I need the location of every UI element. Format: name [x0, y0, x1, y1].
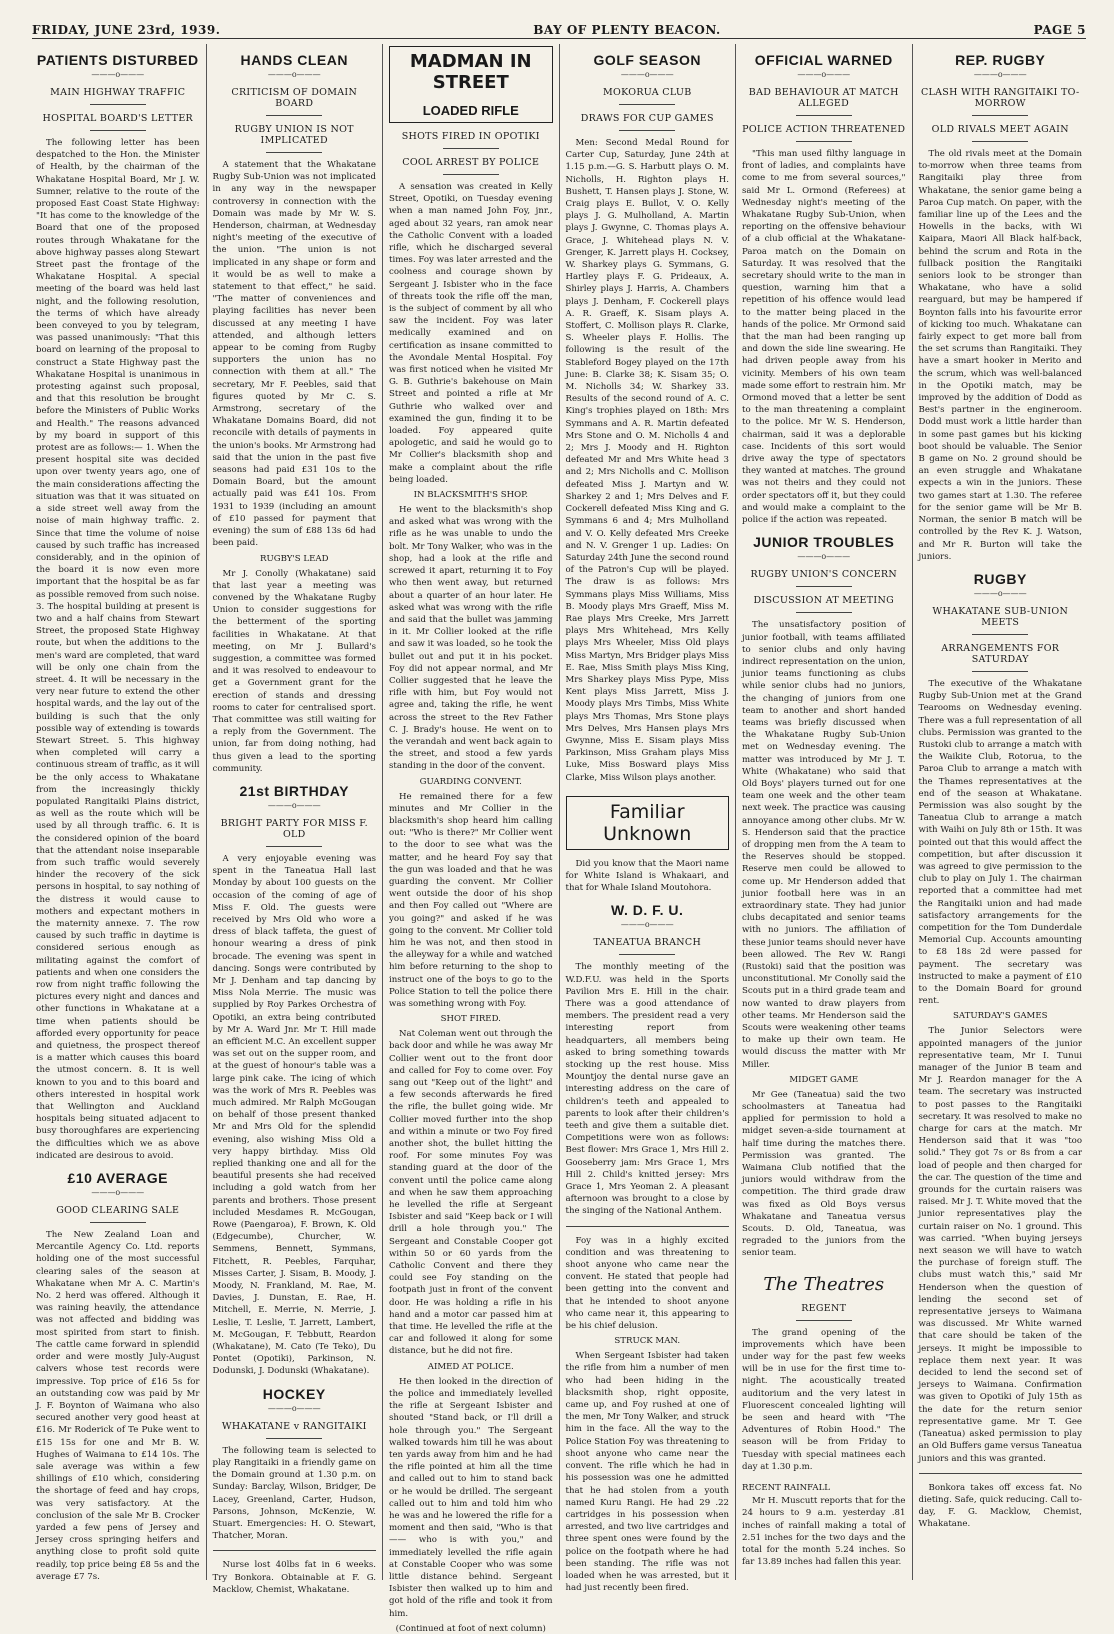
subhead: WHAKATANE SUB-UNION MEETS: [932, 605, 1069, 628]
divider: [266, 115, 322, 116]
article-body: Did you know that the Maori name for White Island is Whakaari, and that for Whale Island Moutohora.: [565, 858, 729, 894]
issue-date: FRIDAY, JUNE 23rd, 1939.: [32, 23, 221, 37]
article-body: The grand opening of the improvements which have been under way for the past few weeks will be in use for the first time to-night. The acoustically treated auditorium and the very latest in Fluorescent concealed lighting will be seen and heard with "The Adventures of Robin Hood." The season will be from Friday to Tuesday with special matinees each day at 1.30 p.m.: [742, 1327, 906, 1472]
columns: [30, 44, 1088, 1634]
subhead: BAD BEHAVIOUR AT MATCH ALLEGED: [748, 87, 899, 109]
divider: [90, 130, 146, 131]
headline-rep-rugby: REP. RUGBY: [955, 52, 1046, 68]
divider: [213, 1550, 377, 1551]
headline-loaded-rifle: LOADED RIFLE: [422, 103, 519, 118]
divider: [90, 104, 146, 105]
article-body: The following letter has been despatched to the Hon. the Minister of Health, by the chairman of the Whakatane Hospital Board, Mr J. W. Sumner, relative to the route of the proposed East Coast State Highway: "It has come to the knowledge of the Board that one of the proposed routes through Whakatane for the above highway passes along Stewart Street past the frontage of the Whakatane Hospital. A special meeting of the board was held last night, and the following resolution, the terms of which have already been conveyed to you by telegram, was passed unanimously: "That this board on learning of the proposal to construct a State Highway past the Whakatane Hospital is unanimous in protesting against such proposal, and that this resolution be brought before the Ministers of Public Works and Health." The reasons advanced by my board in support of this protest are as follows:— 1. When the present hospital site was decided upon over twenty years ago, one of the main considerations affecting the situation was that it was situated on a side street well away from the noise of main highway traffic. 2. Since that time the volume of noise caused by such traffic has increased considerably, and in the opinion of the board it is now even more important that the hospital be as far as possible removed from such noise. 3. The hospital building at present is two and a half chains from Stewart Street, the proposed State Highway route, but when the additions to the men's ward are completed, that ward will be only one chain from the street. 4. It will be necessary in the very near future to extend the other hospital wards, and the lay out of the building is such that the only possible way of extending is towards Stewart Street. 5. This highway when completed will carry a continuous stream of traffic, as it will be the only access to Whakatane from the increasingly thickly populated Rangitaiki Plains district, as well as the route which will be used by all through traffic. 6. It is the considered opinion of the board that the attendant noise inseparable from such traffic would severely hinder the recovery of the sick persons in hospital, to say nothing of the distress it would cause to mothers and expectant mothers in the maternity annexe. 7. The row caused by such traffic in daytime is considered serious enough as militating against the comfort of patients and when one considers the row from night traffic following the pictures every night and dances and other functions in Whakatane at a time when patients should be afforded every opportunity for peace and quietness, the prospect thereof is a matter which causes this board the utmost concern. 8. It is well known to you and to this board and others interested in hospital work that Wellington and Auckland hospitals being situated adjacent to busy thoroughfares are experiencing the difficulties which we as above indicated are desirous to avoid.: [36, 138, 200, 1161]
column-2: [207, 44, 384, 1595]
column-5: [736, 44, 913, 1580]
subhead: RUGBY UNION IS NOT IMPLICATED: [234, 124, 354, 146]
divider: [619, 954, 675, 955]
subhead: DRAWS FOR CUP GAMES: [580, 113, 714, 124]
headline-hands-clean: HANDS CLEAN: [240, 52, 348, 68]
subhead: REGENT: [801, 1302, 847, 1314]
subhead: OLD RIVALS MEET AGAIN: [931, 124, 1069, 135]
divider: [796, 115, 852, 116]
masthead: [32, 22, 1086, 39]
subhead: DISCUSSION AT MEETING: [753, 595, 894, 607]
headline-box: [389, 46, 553, 123]
headline-21st-birthday: 21st BIRTHDAY: [239, 782, 349, 799]
divider: [972, 634, 1028, 635]
subhead: TANEATUA BRANCH: [593, 937, 702, 949]
divider: [796, 1320, 852, 1321]
section-label: MIDGET GAME: [789, 1074, 859, 1085]
headline-junior-troubles: JUNIOR TROUBLES: [753, 534, 895, 551]
ornament-rule: ———o———: [620, 70, 674, 79]
article-body: Mr J. Conolly (Whakatane) said that last year a meeting was convened by the Whakatane Rugby Union to consider suggestions for the betterment of the sporting facilities in Whakatane. At that meeting, on Mr J. Bullard's suggestion, a committee was formed and it was resolved to endeavour to get a Government grant for the erection of stands and dressing rooms to cater for centralised sport. That committee was still waiting for a reply from the Government. The union, far from doing nothing, had thus given a lead to the sporting community.: [212, 568, 376, 774]
subhead: SHOTS FIRED IN OPOTIKI: [401, 131, 540, 142]
ornament-rule: ———o———: [797, 552, 851, 562]
divider: [619, 130, 675, 131]
article-body: The executive of the Whakatane Rugby Sub-Union met at the Grand Tearooms on Wednesday evening. There was a full representation of all clubs. Permission was granted to the Rustoki club to arrange a match with the Waikite Club, Rotorua, to the Paroa Club to arrange a match with the Thames representatives at the end of the season at Whakatane. Permission was also sought by the Taneatua Club to arrange a match with Waihi on July 8th or 15th. It was pointed out that this would affect the competition, but after discussion it was agreed to give permission to the club to play on July 1. The chairman reported that a committee had met the Rangitaiki union and had made satisfactory arrangements for the competition for the Tom Dunderdale Memorial Cup. Accounts amounting to £8 18s 2d were passed for payment. The secretary was instructed to make a payment of £10 to the Domain Board for ground rent.: [918, 678, 1082, 1007]
article-body: The Junior Selectors were appointed managers of the junior representative team, Mr I. Tunui manager of the Junior B team and Mr J. Reardon manager for the A team. The secretary was instructed to post passes to the Rangitaiki secretary. It was resolved to make no charge for cars at the match. Mr Henderson said that it was "too solid." They got 7s or 8s from a car load of people and then charged for the car. The question of the time and grounds for the curtain raisers was raised. Mr J. T. White moved that the junior representatives play the curtain raiser on No. 1 ground. This was carried. "When buying jerseys next season we will have to watch the purchase of foreign stuff. The clubs must watch this," said Mr Henderson when the question of lending the second set of representative jerseys to Waimana was discussed. Mr White warned that care should be taken of the jerseys. It might be impossible to replace them next year. It was decided to lend the second set of jerseys to Waimana. Confirmation was given to Opotiki of July 15th as the date for the return senior representative game. Mr T. Gee (Taneatua) asked permission to play an Old Buffers game versus Taneatua juniors and this was granted.: [918, 1026, 1082, 1464]
headline-patients-disturbed: PATIENTS DISTURBED: [36, 52, 199, 68]
ornament-rule: ———o———: [267, 70, 321, 79]
divider: [443, 148, 499, 149]
subhead: POLICE ACTION THREATENED: [742, 124, 906, 135]
headline-wdfu: W. D. F. U.: [611, 902, 684, 919]
article-body: The unsatisfactory position of junior football, with teams affiliated to senior clubs and only having indirect representation on the union, junior teams functioning as clubs while senior clubs had no juniors, the changing of juniors from one team to another and short handed teams was briefly discussed when the Whakatane Rugby Sub-Union met on Wednesday evening. The matter was introduced by Mr J. T. White (Whakatane) who said that Old Boys' players turned out for one team one week and the other team next week. The practice was causing annoyance among other clubs. Mr W. S. Henderson said that the practice of dropping men from the A team to the Reserves should be stopped. Reserve men could be allowed to come up. Mr Henderson added that junior football here was in an extraordinary state. They had junior clubs decapitated and senior teams with no juniors. The affiliation of these junior teams should never have been allowed. The Rev W. Rangi (Rustoki) said that the position was unconstitutional. Mr Conolly said the Scouts put in a third grade team and now wanted to draw players from other teams. Mr Henderson said the Scouts were weakening other teams to make up their own team. He would discuss the matter with Mr Miller.: [742, 620, 906, 1070]
column-3: [383, 44, 560, 1634]
headline-familiar-unknown: Familiar Unknown: [566, 796, 730, 850]
subhead: GOOD CLEARING SALE: [56, 1205, 180, 1217]
article-body: He went to the blacksmith's shop and asked what was wrong with the rifle as he was unable to undo the bolt. Mr Tony Walker, who was in the shop, had a look at the rifle and screwed it apart, returning it to Foy who then went away, but returned about a quarter of an hour later. He asked what was wrong with the rifle and said that the bullet was jamming in it. Mr Collier looked at the rifle and saw it was loaded, so he took the bullet out and put it in his pocket. Foy did not appear normal, and Mr Collier suggested that he leave the rifle with him, but Foy would not agree and, taking the rifle, he went across the street to the Rev Father C. J. Brady's house. He went on to the verandah and went back again to the street, and stood a few yards standing in the door of the convent.: [389, 505, 553, 772]
divider: [566, 1226, 730, 1227]
headline-official-warned: OFFICIAL WARNED: [754, 52, 893, 68]
divider: [796, 612, 852, 613]
ornament-rule: ———o———: [267, 1403, 321, 1413]
section-label: AIMED AT POLICE.: [427, 1361, 514, 1372]
ornament-rule: ———o———: [91, 70, 145, 79]
section-label: SHOT FIRED.: [440, 1014, 501, 1025]
divider: [619, 104, 675, 105]
headline-madman-in-street: MADMAN IN STREET: [409, 51, 532, 93]
subhead: COOL ARREST BY POLICE: [402, 157, 540, 168]
advertisement: Nurse lost 40lbs fat in 6 weeks. Try Bonkora. Obtainable at F. G. Macklow, Chemist, Whakatane.: [212, 1560, 376, 1595]
subhead: CRITICISM OF DOMAIN BOARD: [231, 87, 358, 109]
article-body: The old rivals meet at the Domain to-morrow when three teams from Rangitaiki play three from Whakatane, the senior game being a Paroa Cup match. On paper, with the familiar line up of the Lees and the Howells in the backs, with Wi Kaipara, Maori All Black half-back, behind the scrum and Rota in the fullback position the Rangitaiki seniors look to be stronger than Whakatane, who have a solid rearguard, but may be hampered if Boynton falls into his favourite error of kicking too much. Whakatane can fairly expect to get more ball from the set scrums than Rangitaiki. They have a smart hooker in Merito and the scrum, which was well-balanced in the Opotiki match, may be improved by the addition of Dodd as Best's partner in the engineroom. Dodd must work a little harder than in some past games but his kicking boot should be valuable. The Senior B game on No. 2 ground should be an even struggle and Whakatane expects a win in the juniors. These two games start at 1.30. The referee for the senior game will be Mr B. Norman, the senior B match will be controlled by the Rev K. J. Watson, and Mr R. Burton will take the juniors.: [918, 149, 1082, 562]
section-label: STRUCK MAN.: [614, 1336, 681, 1347]
column-4: [560, 44, 737, 1594]
section-label: RECENT RAINFALL: [742, 1483, 831, 1494]
ornament-rule: ———o———: [973, 70, 1027, 79]
article-body: Nat Coleman went out through the back door and while he was away Mr Collier went out to the front door and called for Foy to come over. Foy sang out "Keep out of the light" and a few seconds afterwards he fired the rifle, the bullet going wide. Mr Collier moved further into the shop and within a minute or two Foy fired another shot, the bullet hitting the roof. For some minutes Foy was standing guard at the door of the convent until the police came along and when he saw them approaching he levelled the rifle at Sergeant Isbister and said "Keep back or I will drill a hole through you." The Sergeant and Constable Cooper got within 50 or 60 yards from the Catholic Convent and there they could see Foy standing on the footpath just in front of the convent door. He was holding a rifle in his hand and a motor car passed him at that time. He levelled the rifle at the car and followed it along for some distance, but he did not fire.: [389, 1029, 553, 1357]
article-body: A sensation was created in Kelly Street, Opotiki, on Tuesday evening when a man named John Foy, jnr., aged about 32 years, ran amok near the Catholic Convent with a loaded rifle, which he discharged several times. Foy was later arrested and the coolness and courage shown by Sergeant J. Isbister who in the face of threats took the rifle off the man, is the subject of comment by all who saw the incident. Foy was later medically examined and on certification as insane committed to the Avondale Mental Hospital. Foy was first noticed when he visited Mr G. B. Guthrie's bakehouse on Main Street and pointed a rifle at Mr Guthrie who walked over and examined the gun, finding it to be loaded. Foy appeared quite apologetic, and said he would go to Mr Collier's blacksmith shop and make a complaint about the rifle being loaded.: [389, 182, 553, 485]
divider: [919, 1473, 1083, 1474]
headline-the-theatres: The Theatres: [763, 1273, 885, 1295]
subhead: MAIN HIGHWAY TRAFFIC: [50, 87, 186, 98]
article-body: Foy was in a highly excited condition and was threatening to shoot anyone who came near the convent. He stated that people had been getting into the convent and that he intended to shoot anyone who came near it, this appearing to be his chief delusion.: [565, 1235, 729, 1332]
section-label: SATURDAY'S GAMES: [952, 1011, 1048, 1022]
article-body: "This man used filthy language in front of ladies, and complaints have come to me from several sources," said Mr L. Ormond (Referees) at Wednesday night's meeting of the Whakatane Rugby Sub-Union, when reporting on the offensive behaviour of a club official at the Whakatane-Paroa match on the Domain on Saturday. It was resolved that the secretary should write to the man in question, warning him that a repetition of his offence would lead to the matter being placed in the hands of the police. Mr Ormond said that the man had been ranging up and down the side line swearing. He had driven people away from his vicinity. Members of his own team made some effort to restrain him. Mr Ormond moved that a letter be sent to the man threatening a complaint to the police. Mr W. S. Henderson, chairman, said it was a deplorable case. Incidents of this sort would drive away the type of spectators they wanted at matches. The ground was not theirs and they could not order spectators off it, but they could and would make a complaint to the police if the action was repeated.: [742, 149, 906, 526]
headline-rugby: RUGBY: [973, 570, 1027, 587]
subhead: BRIGHT PARTY FOR MISS F. OLD: [220, 817, 368, 840]
divider: [90, 1222, 146, 1223]
article-body: He then looked in the direction of the police and immediately levelled the rifle at Sergeant Isbister and shouted "Stand back, or I'll drill a hole through you." The Sergeant walked towards him till he was about ten yards away from him and he had the rifle pointed at him all the time and called out to him to stand back or he would be drilled. The sergeant called out to him and told him who he was and he lowered the rifle for a moment and then said, "Who is that —— who is with you," and immediately levelled the rifle again at Constable Cooper who was some little distance behind. Sergeant Isbister then walked up to him and got hold of the rifle and took it from him.: [389, 1376, 553, 1619]
ornament-rule: ———o———: [973, 588, 1027, 598]
ornament-rule: ———o———: [797, 70, 851, 79]
divider: [972, 115, 1028, 116]
section-label: RUGBY'S LEAD: [260, 553, 329, 564]
subhead: HOSPITAL BOARD'S LETTER: [42, 113, 194, 124]
continued-note: (Continued at foot of next column): [395, 1623, 546, 1634]
section-label: GUARDING CONVENT.: [419, 776, 522, 787]
divider: [266, 846, 322, 847]
article-body: Men: Second Medal Round for Carter Cup, Saturday, June 24th at 1.15 p.m.—G. S. Harbutt plays O. M. Nicholls, H. Righton plays H. Bushett, T. Hansen plays J. Stone, W. Craig plays E. Bullot, V. O. Kelly plays J. G. Mulholland, A. Martin plays J. Gwynne, C. Thomas plays A. Grace, J. Whitehead plays N. V. Grenger, K. Jarrett plays H. Cocksey, W. Sharkey plays G. Symmans, G. Hartley plays F. G. Prideaux, A. Shirley plays J. Harris, A. Chambers plays J. Denham, F. Cockerell plays A. R. Graeff, K. Sisam plays A. Stoffert, C. Mollison plays R. Clarke, S. Wheeler plays F. Hollis. The following is the result of the Stableford Bogey played on the 17th June: B. Clarke 38; K. Sisam 35; O. M. Nicholls 34; W. Sharkey 33. Results of the second round of A. C. King's trophies played on 18th: Mrs Symmans and A. R. Martin defeated Mrs Stone and O. M. Nicholls 4 and 2; Mrs J. Moody and H. Righton defeated Mr and Mrs White head 3 and 2; Mrs Nicholls and C. Mollison defeated Miss J. Martyn and W. Sharkey 2 and 1; Mrs Delves and F. Cockerell defeated Miss King and G. Symmans 6 and 4; Mrs Mulholland and V. O. Kelly defeated Mrs Creeke and N. V. Grenger 1 up. Ladies: On Saturday 24th June the second round of the Patron's Cup will be played. The draw is as follows: Mrs Symmans plays Miss Williams, Miss B. Moody plays Mrs Graeff, Miss M. Rae plays Mrs Creeke, Mrs Jarrett plays Mrs Whitehead, Mrs Kelly plays Mrs Wheeler, Miss Old plays Miss Martyn, Mrs Bridger plays Miss E. Rae, Miss Smith plays Miss King, Mrs Sharkey plays Miss Pype, Miss Kent plays Miss Jarrett, Miss J. Moody plays Mrs Timbs, Miss White plays Mrs Thomas, Mrs Stone plays Mrs Delves, Mrs Hansen plays Mrs Gwynne, Miss E. Sisam plays Miss Parkinson, Miss Graham plays Miss Luke, Miss Bosward plays Miss Clarke, Miss Wilson plays another.: [565, 138, 729, 783]
divider: [266, 1438, 322, 1439]
subhead: CLASH WITH RANGITAIKI TO-MORROW: [920, 87, 1080, 109]
ornament-rule: ———o———: [267, 800, 321, 810]
subhead: WHAKATANE v RANGITAIKI: [221, 1420, 367, 1432]
ornament-rule: ———o———: [91, 1188, 145, 1198]
headline-hockey: HOCKEY: [262, 1385, 326, 1402]
section-label: IN BLACKSMITH'S SHOP.: [413, 490, 528, 501]
article-body: The monthly meeting of the W.D.F.U. was held in the Sports Pavilion Mrs E. Hill in the chair. There was a good attendance of members. The president read a very interesting report from headquarters, all members being asked to bring something towards stocking up the rest house. Miss Mountjoy the dental nurse gave an interesting address on the care of children's teeth and appealed to parents to look after their children's teeth and give them a suitable diet. Competitions were won as follows: Best flower: Mrs Grace 1, Mrs Hill 2. Gooseberry jam: Mrs Grace 1, Mrs Hill 2. Child's knitted jersey: Mrs Grace 1, Mrs Yeoman 2. A pleasant afternoon was brought to a close by the singing of the National Anthem.: [565, 962, 729, 1217]
article-body: The New Zealand Loan and Mercantile Agency Co. Ltd. reports holding one of the most successful clearing sales of the season at Whakatane when Mr A. C. Martin's No. 2 herd was offered. Although it was raining heavily, the attendance was not affected and bidding was most spirited from start to finish. The cattle came forward in splendid order and were mostly July-August calvers whose test records were impressive. Top price of £16 5s for an outstanding cow was paid by Mr J. F. Boynton of Waimana who also secured another very good heast at £16. Mr Roderick of Te Puke went to £15 15s for one and Mr B. W. Hughes of Waimana to £14 10s. The sale average was within a few shillings of £10 which, considering the shortage of feed and hay crops, was very satisfactory. At the conclusion of the sale Mr B. Crocker yarded a few pens of Jersey and Jersey cross springing heifers and anything close to profit sold quite readily, top price being £8 5s and the average £7 7s.: [36, 1230, 200, 1582]
headline-ten-pound-average: £10 AVERAGE: [67, 1170, 168, 1187]
divider: [796, 586, 852, 587]
subhead: RUGBY UNION'S CONCERN: [750, 569, 897, 581]
column-1: [30, 44, 207, 1580]
article-body: Mr H. Muscutt reports that for the 24 hours to 9 a.m. yesterday .81 inches of rainfall making a total of 2.51 inches for the two days and the total for the month 5.24 inches. So far 13.89 inches had fallen this year.: [742, 1496, 906, 1568]
subhead: MOKORUA CLUB: [602, 87, 692, 98]
headline-golf-season: GOLF SEASON: [593, 52, 701, 68]
article-body: The following team is selected to play Rangitaiki in a friendly game on the Domain ground at 1.30 p.m. on Sunday: Barclay, Wilson, Bridger, De Lacey, Greenland, Carter, Hudson, Parsons, Johnson, McKenzie, W. Stuart. Emergencies: H. O. Stewart, Thatcher, Moran.: [212, 1445, 376, 1542]
paper-title: BAY OF PLENTY BEACON.: [533, 23, 721, 37]
article-body: Mr Gee (Taneatua) said the two schoolmasters at Taneatua had applied for permission to hold a midget seven-a-side tournament at half time during the matches there. Permission was granted. The Waimana Club notified that the juniors would withdraw from the competition. The third grade draw was fixed as Old Boys versus Whakatane and Taneatua versus Scouts. D. Old, Taneatua, was regraded to the juniors from the senior team.: [742, 1089, 906, 1259]
page-number: PAGE 5: [1033, 23, 1086, 37]
ornament-rule: ———o———: [620, 920, 674, 930]
article-body: When Sergeant Isbister had taken the rifle from him a number of men who had been hiding in the blacksmith shop, right opposite, came up, and Foy rushed at one of the men, Mr Tony Walker, and struck him in the face. All the way to the Police Station Foy was threatening to shoot anyone who came near the convent. The rifle which he had in his possession was one he admitted that he had stolen from a youth named Kuru Rangi. He had 29 .22 cartridges in his possession when arrested, and two live cartridges and three spent ones were found by the police on the footpath where he had been standing. The rifle was not loaded when he was arrested, but it had just recently been fired.: [565, 1351, 729, 1594]
divider: [266, 152, 322, 153]
divider: [972, 141, 1028, 142]
article-body: A statement that the Whakatane Rugby Sub-Union was not implicated in any way in the newspaper controversy in connection with the Domain was made by Mr W. S. Henderson, chairman, at Wednesday night's meeting of the executive of the union. "The union is not implicated in any shape or form and it would be as well to make a statement to that effect," he said. "The matter of conveniences and playing facilities has never been discussed at any meeting I have attended, and although letters appear to be coming from Rugby supporters the union has no connection with them at all." The secretary, Mr F. Peebles, said that figures quoted by Mr C. S. Armstrong, secretary of the Whakatane Domains Board, did not reconcile with details of payments in the union's books. Mr Armstrong had said that the union in the past five seasons had paid £31 10s to the Domain Board, but the amount actually paid was £41 10s. From 1931 to 1939 (including an amount of £10 passed for payment that evening) the sum of £88 13s 6d had been paid.: [212, 160, 376, 549]
article-body: A very enjoyable evening was spent in the Taneatua Hall last Monday by about 100 guests on the occasion of the coming of age of Miss F. Old. The guests were received by Mrs Old who wore a dress of black taffeta, the guest of honour wearing a dress of pink brocade. The evening was spent in dancing. Songs were contributed by Mr J. Denham and tap dancing by Miss Nola Merrie. The music was supplied by Roy Parkes Orchestra of Opotiki, an extra being contributed by Mr A. Ward Jnr. Mr T. Hill made an efficient M.C. An excellent supper was set out on the supper room, and at the guest of honour's table was a large pink cake. The icing of which was the work of Mrs R. Peebles was much admired. Mr Ralph McGougan on behalf of those present thanked Mr and Mrs Old for the splendid evening, also wishing Miss Old a very happy birthday. Miss Old replied thanking one and all for the beautiful presents she had received including a gold watch from her parents and brothers. Those present included Mesdames R. McGougan, Rowe (Paengaroa), F. Brown, K. Old (Edgecumbe), Churcher, W. Semmens, Bennett, Symmans, Fitchett, R. Peebles, Farquhar, Misses Carter, J. Sisam, B. Moody, J. Moody, N. Frankland, M. Rae, M. Davies, J. Dunstan, E. Rae, H. Mitchell, E. Merrie, N. Merrie, J. Leslie, T. Leslie, T. Jarrett, Lambert, M. McGougan, F. Tebbutt, Reardon (Whakatane), M. Cato (Te Teko), Du Pontet (Opotiki), Parkinson, N. Dodunski, J. Dodunski (Whakatane).: [212, 853, 376, 1377]
article-body: He remained there for a few minutes and Mr Collier in the blacksmith's shop heard him calling out: "Who is there?" Mr Collier went to the door to see what was the matter, and he heard Foy say that the gun was loaded and that he was guarding the convent. Mr Collier went outside the door of his shop and then Foy called out "Where are you going?" and asked if he was going to the convent. Mr Collier told him he was not, and then stood in the alleyway for a while and watched him before returning to the shop to instruct one of the boys to go to the Police Station to tell the police there was something wrong with Foy.: [389, 791, 553, 1009]
column-6: [913, 44, 1089, 1580]
subhead: ARRANGEMENTS FOR SATURDAY: [941, 642, 1060, 665]
advertisement: Bonkora takes off excess fat. No dieting. Safe, quick reducing. Call to-day, F. G. Macklow, Chemist, Whakatane.: [918, 1482, 1082, 1530]
divider: [443, 174, 499, 175]
divider: [796, 141, 852, 142]
divider: [972, 671, 1028, 672]
